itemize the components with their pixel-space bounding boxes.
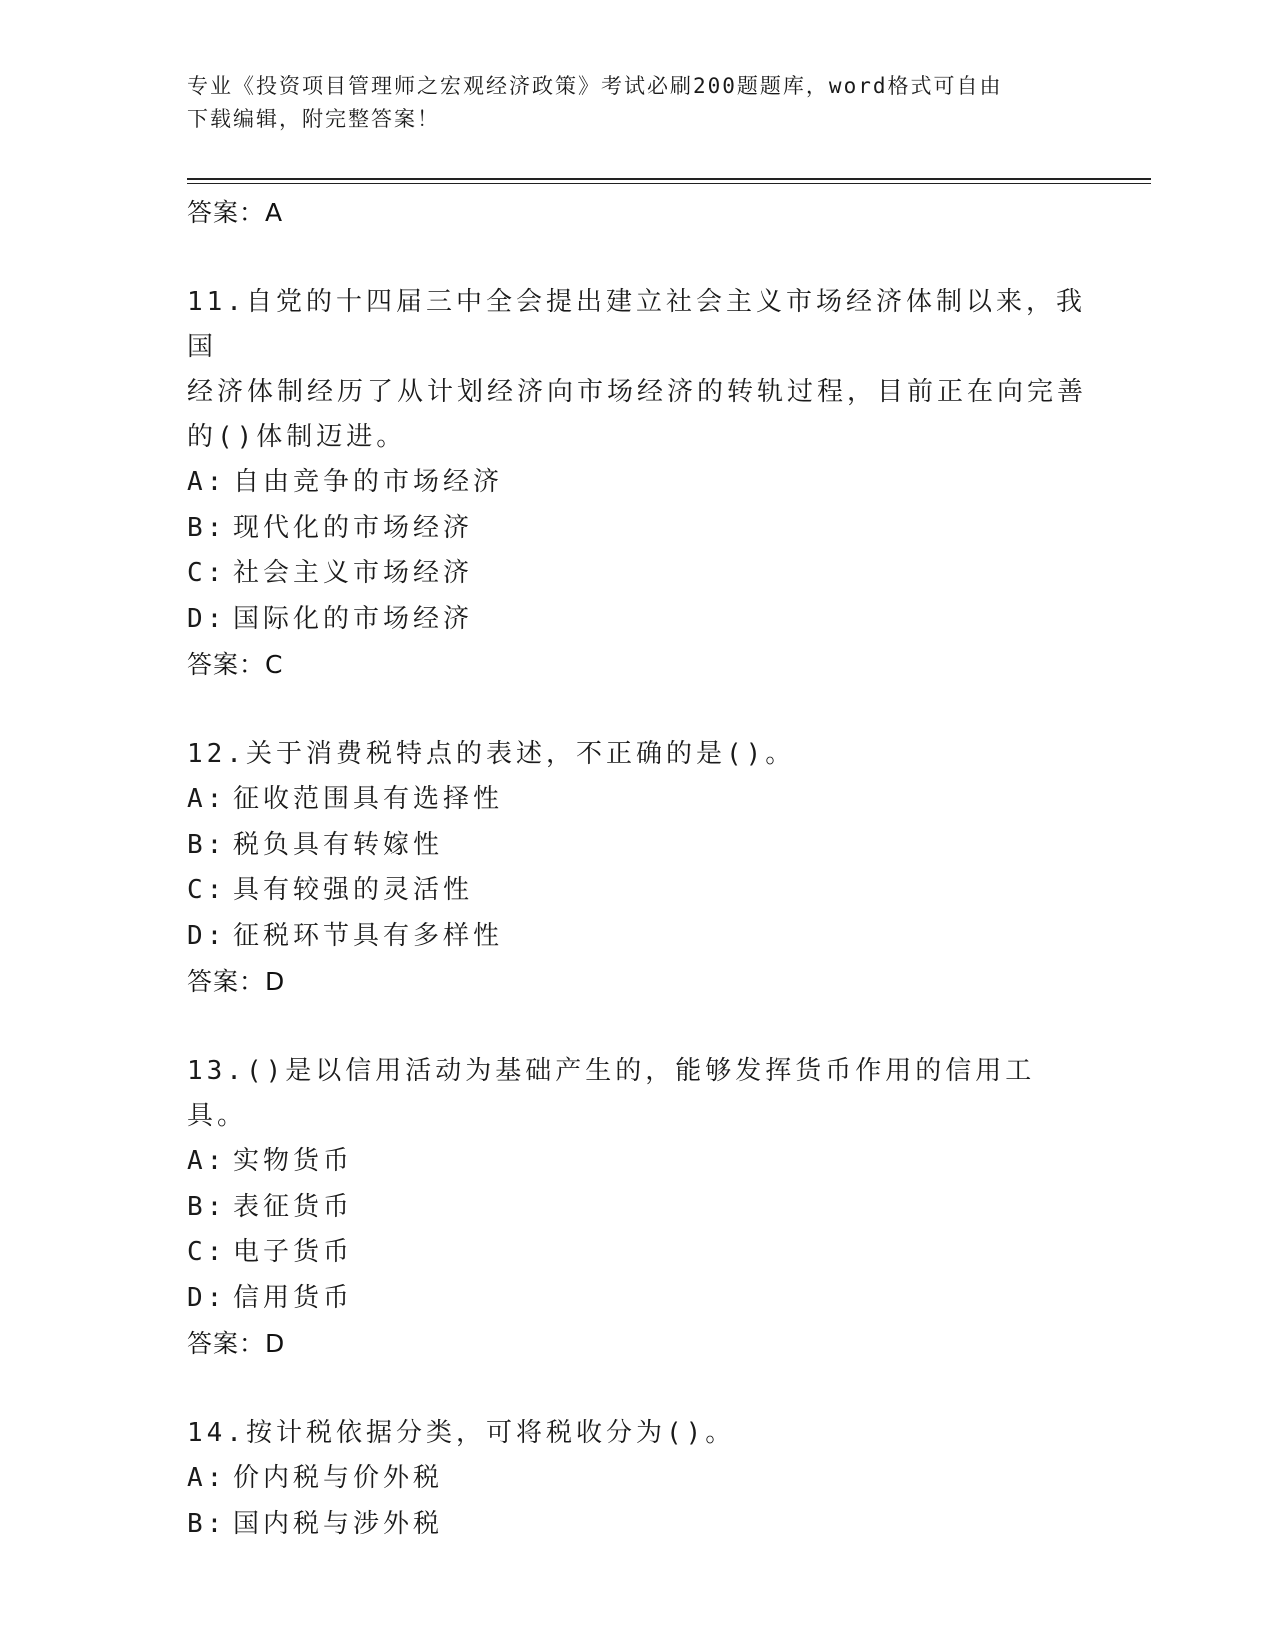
- header-line-2: 下载编辑，附完整答案！: [187, 107, 440, 131]
- question-item: [187, 1049, 1087, 1411]
- option-text: 征税环节具有多样性: [233, 920, 504, 951]
- spacer: [187, 1367, 1087, 1411]
- answer-line: 答案：D: [187, 1329, 286, 1358]
- option-d: [187, 1276, 1087, 1322]
- spacer: [187, 236, 1087, 280]
- option-c: [187, 1230, 1087, 1276]
- option-text: 税负具有转嫁性: [233, 829, 444, 860]
- option-a: [187, 1456, 1087, 1502]
- question-item: [187, 1411, 1087, 1547]
- question-item: [187, 280, 1087, 732]
- option-key: C:: [187, 1237, 227, 1267]
- option-a: [187, 777, 1087, 823]
- option-key: D:: [187, 920, 227, 951]
- option-text: 具有较强的灵活性: [233, 875, 474, 905]
- option-key: A:: [187, 1463, 227, 1493]
- header-divider-thick: [187, 178, 1151, 180]
- option-d: [187, 914, 1087, 960]
- answer-line: 答案：A: [187, 198, 284, 227]
- option-text: 国内税与涉外税: [233, 1508, 444, 1539]
- question-stem: [187, 1411, 1087, 1456]
- question-stem: [187, 732, 1087, 777]
- option-b: [187, 1502, 1087, 1548]
- question-list: [187, 190, 1087, 1547]
- option-text: 表征货币: [233, 1191, 354, 1222]
- answer-line: 答案：C: [187, 650, 284, 679]
- stem-line: 11.自党的十四届三中全会提出建立社会主义市场经济体制以来，我国: [187, 287, 1086, 362]
- stem-line: 经济体制经历了从计划经济向市场经济的转轨过程，目前正在向完善: [187, 377, 1088, 407]
- question-item: [187, 732, 1087, 1049]
- option-text: 现代化的市场经济: [233, 512, 474, 543]
- option-text: 自由竞争的市场经济: [233, 467, 504, 497]
- option-key: A:: [187, 467, 227, 497]
- stem-line: 12.关于消费税特点的表述，不正确的是()。: [187, 739, 796, 769]
- option-key: A:: [187, 1146, 227, 1176]
- option-a: [187, 460, 1087, 506]
- option-text: 信用货币: [233, 1282, 354, 1313]
- spacer: [187, 688, 1087, 732]
- option-c: [187, 868, 1087, 914]
- header-divider-thin: [187, 183, 1151, 184]
- option-key: B:: [187, 829, 227, 860]
- spacer: [187, 1005, 1087, 1049]
- option-d: [187, 597, 1087, 643]
- answer-line: 答案：D: [187, 967, 286, 996]
- option-text: 国际化的市场经济: [233, 603, 474, 634]
- option-key: D:: [187, 1282, 227, 1313]
- option-text: 价内税与价外税: [233, 1463, 444, 1493]
- option-text: 电子货币: [233, 1237, 354, 1267]
- stem-line: 14.按计税依据分类，可将税收分为()。: [187, 1418, 736, 1448]
- option-b: [187, 1185, 1087, 1231]
- option-key: D:: [187, 603, 227, 634]
- option-key: C:: [187, 875, 227, 905]
- option-text: 实物货币: [233, 1146, 354, 1176]
- option-text: 社会主义市场经济: [233, 558, 474, 588]
- question-stem: [187, 1049, 1087, 1139]
- option-a: [187, 1139, 1087, 1185]
- option-key: C:: [187, 558, 227, 588]
- stem-line: 的()体制迈进。: [187, 422, 407, 452]
- option-key: B:: [187, 512, 227, 543]
- document-header: [187, 70, 1087, 136]
- option-key: B:: [187, 1191, 227, 1222]
- option-text: 征收范围具有选择性: [233, 784, 504, 814]
- option-key: A:: [187, 784, 227, 814]
- option-b: [187, 823, 1087, 869]
- option-key: B:: [187, 1508, 227, 1539]
- stem-line: 13.()是以信用活动为基础产生的，能够发挥货币作用的信用工具。: [187, 1056, 1036, 1131]
- question-stem: [187, 280, 1087, 460]
- header-line-1: 专业《投资项目管理师之宏观经济政策》考试必刷200题题库，word格式可自由: [187, 74, 1003, 98]
- option-b: [187, 506, 1087, 552]
- option-c: [187, 551, 1087, 597]
